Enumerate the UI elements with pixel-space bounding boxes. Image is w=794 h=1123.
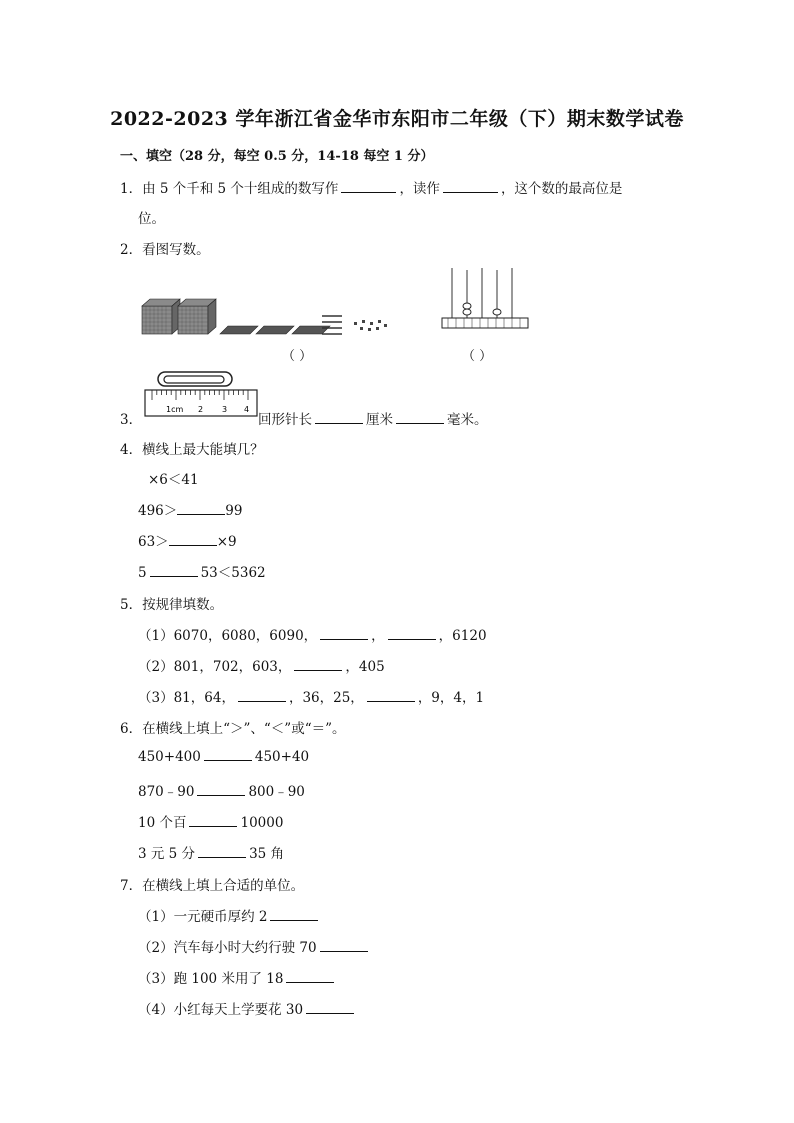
ruler-label: 2 <box>198 405 204 414</box>
q7-unit-4: （4）小红每天上学要花 30 <box>138 998 357 1018</box>
question-2: 2．看图写数。 <box>120 242 210 258</box>
answer-blank[interactable] <box>388 627 436 640</box>
ruler-label: 1cm <box>166 405 184 414</box>
answer-blank[interactable] <box>396 411 444 424</box>
answer-blank[interactable] <box>341 180 396 193</box>
q4-item-4: 5 53＜5362 <box>138 565 266 581</box>
answer-blank[interactable] <box>320 627 368 640</box>
q4-item-3: 63＞ ×9 <box>138 534 237 550</box>
answer-blank[interactable] <box>294 658 342 671</box>
blocks-picture <box>138 296 398 338</box>
answer-blank[interactable] <box>270 908 318 921</box>
answer-blank[interactable] <box>169 533 217 546</box>
exam-title: 2022-2023 学年浙江省金华市东阳市二年级（下）期末数学试卷 <box>110 108 684 130</box>
q5-sequence-2: （2）801，702，603， ，405 <box>138 659 385 675</box>
q6-compare-4: 3 元 5 分 35 角 <box>138 846 285 862</box>
answer-blank[interactable] <box>150 564 198 577</box>
question-3: 回形针长 厘米 毫米。 <box>258 412 488 428</box>
q6-compare-1: 450+400 450+40 <box>138 749 310 765</box>
answer-blank[interactable] <box>198 845 246 858</box>
q6-compare-2: 870﹣90 800﹣90 <box>138 784 305 800</box>
q5-sequence-3: （3）81，64， ，36，25， ，9，4，1 <box>138 690 485 706</box>
answer-paren-right[interactable]: （ ） <box>462 349 493 364</box>
q7-unit-1: （1）一元硬币厚约 2 <box>138 905 321 925</box>
answer-blank[interactable] <box>367 689 415 702</box>
question-5: 5．按规律填数。 <box>120 597 224 613</box>
answer-blank[interactable] <box>238 689 286 702</box>
answer-blank[interactable] <box>286 970 334 983</box>
answer-blank[interactable] <box>443 180 498 193</box>
question-4: 4．横线上最大能填几？ <box>120 442 264 458</box>
answer-blank[interactable] <box>197 783 245 796</box>
q4-item-1: ×6＜41 <box>148 472 199 488</box>
q4-item-2: 496＞ 99 <box>138 503 243 519</box>
answer-blank[interactable] <box>320 939 368 952</box>
answer-blank[interactable] <box>315 411 363 424</box>
answer-blank[interactable] <box>306 1001 354 1014</box>
answer-paren-left[interactable]: （ ） <box>282 349 313 364</box>
q6-compare-3: 10 个百 10000 <box>138 815 284 831</box>
q7-unit-2: （2）汽车每小时大约行驶 70 <box>138 936 371 956</box>
answer-blank[interactable] <box>189 814 237 827</box>
ruler-paperclip-picture <box>144 370 258 418</box>
question-1-cont: 位。 <box>138 211 165 227</box>
question-1: 1．由 5 个千和 5 个十组成的数写作 ，读作 ，这个数的最高位是 <box>120 181 623 197</box>
answer-blank[interactable] <box>204 748 252 761</box>
q5-sequence-1: （1）6070，6080，6090， ， ，6120 <box>138 628 487 644</box>
question-3-number: 3． <box>120 412 143 428</box>
question-7: 7．在横线上填上合适的单位。 <box>120 878 305 894</box>
ruler-label: 3 <box>222 405 228 414</box>
abacus-picture <box>440 266 532 334</box>
answer-blank[interactable] <box>177 502 225 515</box>
question-6: 6．在横线上填上“＞”、“＜”或“＝”。 <box>120 721 346 737</box>
ruler-label: 4 <box>244 405 250 414</box>
q7-unit-3: （3）跑 100 米用了 18 <box>138 967 337 987</box>
section-heading: 一、填空（28 分，每空 0.5 分，14-18 每空 1 分） <box>120 149 434 164</box>
